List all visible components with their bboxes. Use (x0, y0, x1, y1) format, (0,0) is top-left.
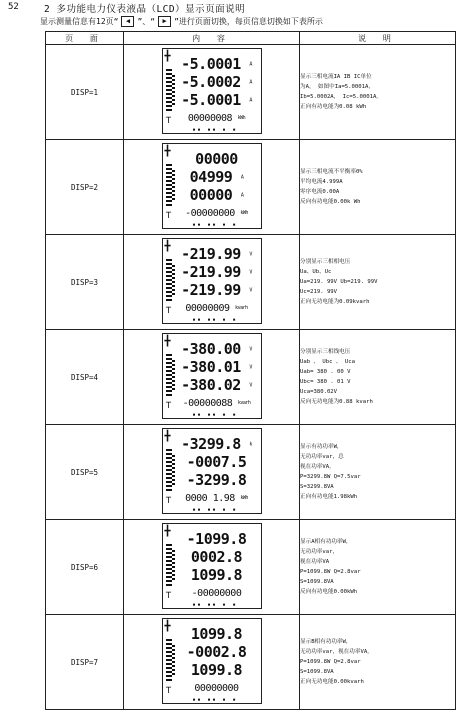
power-direction-icon: ╋ (164, 241, 171, 252)
lcd-page-table (45, 31, 456, 710)
lcd-energy-unit: kWh (240, 495, 248, 501)
lcd-line-2 (177, 548, 257, 566)
lcd-unit-1: A (249, 61, 252, 68)
lcd-cell (124, 615, 300, 710)
lcd-energy-line (177, 398, 257, 409)
t-icon: ⊤ (165, 495, 172, 506)
power-direction-icon: ╋ (164, 336, 171, 347)
page-label: DISP=6 (46, 520, 124, 615)
lcd-value-1: -1099.8 (186, 530, 247, 548)
lcd-value-3: 1099.8 (190, 661, 243, 679)
description-line: 显示B相有功功率W， (300, 639, 352, 645)
description-line: Uc=219. 99V (300, 289, 338, 295)
t-icon: ⊤ (165, 400, 172, 411)
lcd-value-2: 04999 (189, 168, 233, 186)
description-line: 反向有功电能0.00kWh (300, 589, 358, 595)
description-cell (300, 425, 456, 520)
lcd-value-1: 00000 (195, 150, 238, 168)
description-line: Ua=219. 99V Ub=219. 99V (300, 279, 378, 285)
lcd-unit-1: k (249, 441, 252, 448)
description-line: 零序电流0.00A (300, 189, 340, 195)
description-line: Ua、Ub、Uc (300, 269, 332, 275)
description-line: 正向有功电能1.98kWh (300, 494, 358, 500)
lcd-energy-value: 00000000 (194, 683, 239, 694)
description-cell (300, 520, 456, 615)
description-line: 显示有功功率W， (300, 444, 343, 450)
lcd-energy-unit: kvarh (235, 305, 248, 311)
description-line: Uab= 380 . 00 V (300, 369, 351, 375)
status-dots: ▪▪ ▪▪ ▪ ▪ (192, 507, 238, 513)
description-line: 视在功率VA (300, 559, 330, 565)
lcd-cell (124, 45, 300, 140)
lcd-energy-line (177, 113, 257, 124)
lcd-unit-2: V (249, 269, 252, 276)
description-line: 反向有功电能0.00k Wh (300, 199, 361, 205)
status-dots: ▪▪ ▪▪ ▪ ▪ (192, 412, 238, 418)
lcd-unit-2: A (240, 174, 244, 181)
description-line: 正向无功电能0.00kvarh (300, 679, 364, 685)
description-line: P=3299.8W Q=7.5var (300, 474, 361, 480)
description-line: S=1099.8VA (300, 669, 334, 675)
lcd-value-3: -219.99 (181, 281, 241, 299)
lcd-line-2 (177, 453, 257, 471)
description-cell (300, 45, 456, 140)
lcd-line-1 (177, 245, 257, 263)
table-row (46, 330, 456, 425)
description-line: 反向无功电能为0.88 kvarh (300, 399, 373, 405)
power-direction-icon: ╋ (164, 621, 171, 632)
lcd-line-3 (177, 186, 257, 204)
power-direction-icon: ╋ (164, 431, 171, 442)
subtitle-post: ”进行页面切换，每页信息切换如下表所示 (174, 17, 323, 26)
lcd-cell (124, 330, 300, 425)
description-line: 视在功率VA。 (300, 464, 335, 470)
description-line: P=1099.8W Q=2.8var (300, 659, 361, 665)
lcd-value-1: -219.99 (181, 245, 241, 263)
header-content: 内 容 (124, 32, 300, 45)
lcd-energy-unit: kvarh (237, 400, 251, 406)
subtitle (40, 16, 323, 27)
lcd-cell (124, 140, 300, 235)
description-line: 显示三相电流IA IB IC单位 (300, 74, 372, 80)
section-title: 2 多功能电力仪表液晶（LCD）显示页面说明 (44, 4, 246, 15)
lcd-energy-line (177, 588, 257, 599)
lcd-value-1: -380.00 (181, 340, 241, 358)
lcd-value-2: -0007.5 (186, 453, 247, 471)
lcd-unit-1: V (249, 346, 252, 353)
status-dots: ▪▪ ▪▪ ▪ ▪ (192, 127, 238, 133)
page-label: DISP=4 (46, 330, 124, 425)
lcd-line-3 (177, 566, 257, 584)
page-label: DISP=3 (46, 235, 124, 330)
lcd-energy-value: -00000000 (191, 588, 242, 599)
lcd-screen (162, 238, 262, 324)
lcd-energy-unit: kWh (237, 115, 246, 121)
lcd-line-2 (177, 168, 257, 186)
lcd-unit-3: V (249, 287, 252, 294)
lcd-energy-line (177, 208, 257, 219)
lcd-value-1: -5.0001 (181, 55, 241, 73)
bar-graph-icon (172, 645, 175, 675)
lcd-value-2: -0002.8 (186, 643, 247, 661)
lcd-cell (124, 425, 300, 520)
t-icon: ⊤ (165, 685, 172, 696)
lcd-energy-value: 00000008 (187, 113, 233, 124)
header-page: 页 面 (46, 32, 124, 45)
lcd-value-2: -5.0002 (181, 73, 241, 91)
lcd-energy-line (177, 303, 257, 314)
page-label: DISP=2 (46, 140, 124, 235)
lcd-screen (162, 618, 262, 704)
t-icon: ⊤ (165, 210, 172, 221)
description-cell (300, 330, 456, 425)
table-header-row (46, 32, 456, 45)
table-row (46, 45, 456, 140)
lcd-line-3 (177, 661, 257, 679)
right-key-icon: ▶ (158, 16, 171, 27)
lcd-unit-3: A (240, 192, 244, 199)
lcd-energy-line (177, 493, 257, 504)
lcd-line-3 (177, 376, 257, 394)
lcd-value-3: -3299.8 (186, 471, 247, 489)
lcd-line-3 (177, 471, 257, 489)
description-line: 正向有功电能为0.08 kWh (300, 104, 367, 110)
description-line: 显示A相有功功率W， (300, 539, 352, 545)
page-label: DISP=7 (46, 615, 124, 710)
description-cell (300, 615, 456, 710)
description-line: P=1099.8W Q=2.8var (300, 569, 361, 575)
subtitle-mid: ”、“ (137, 17, 156, 26)
lcd-screen (162, 143, 262, 229)
lcd-value-1: 1099.8 (190, 625, 243, 643)
lcd-value-2: -380.01 (181, 358, 241, 376)
description-line: Ib=5.0002A， Ic=5.0001A。 (300, 94, 382, 100)
description-line: 为A， 如图中Ia=5.0001A， (300, 84, 374, 90)
table-row (46, 425, 456, 520)
lcd-energy-unit: kWh (240, 210, 248, 216)
lcd-value-1: -3299.8 (181, 435, 241, 453)
lcd-unit-2: A (249, 79, 252, 86)
bar-graph-icon (172, 550, 175, 580)
lcd-line-1 (177, 55, 257, 73)
lcd-screen (162, 428, 262, 514)
lcd-energy-value: 0000 1.98 (185, 493, 235, 504)
bar-graph-icon (172, 360, 175, 390)
power-direction-icon: ╋ (164, 51, 171, 62)
description-cell (300, 235, 456, 330)
lcd-line-1 (177, 150, 257, 168)
lcd-unit-3: V (249, 382, 252, 389)
bar-graph-icon (172, 265, 175, 295)
bar-graph-icon (172, 75, 175, 105)
lcd-line-1 (177, 625, 257, 643)
description-line: Uca=380.02V (300, 389, 338, 395)
lcd-screen (162, 523, 262, 609)
lcd-unit-1: V (249, 251, 252, 258)
description-line: S=1099.8VA (300, 579, 334, 585)
lcd-value-3: -380.02 (181, 376, 241, 394)
page-number: 52 (8, 2, 19, 12)
lcd-line-3 (177, 281, 257, 299)
lcd-line-1 (177, 340, 257, 358)
description-line: 平均电流4.999A (300, 179, 343, 185)
lcd-energy-value: 00000009 (185, 303, 230, 314)
lcd-energy-line (177, 683, 257, 694)
description-line: S=3299.8VA (300, 484, 334, 490)
description-line: 正向无功电能为0.09kvarh (300, 299, 370, 305)
lcd-line-1 (177, 435, 257, 453)
description-line: 无功功率var， (300, 549, 339, 555)
power-direction-icon: ╋ (164, 146, 171, 157)
lcd-line-2 (177, 263, 257, 281)
lcd-cell (124, 235, 300, 330)
lcd-screen (162, 48, 262, 134)
lcd-energy-value: -00000000 (185, 208, 235, 219)
description-line: 显示三相电流不平衡率0% (300, 169, 363, 175)
description-line: 分别显示三相相电压 (300, 259, 351, 265)
lcd-unit-3: A (249, 97, 252, 104)
table-row (46, 520, 456, 615)
description-line: 无功功率var，视在功率VA， (300, 649, 373, 655)
t-icon: ⊤ (165, 590, 172, 601)
bar-graph-icon (172, 455, 175, 485)
lcd-value-3: -5.0001 (181, 91, 241, 109)
lcd-line-2 (177, 73, 257, 91)
table-row (46, 235, 456, 330)
table-row (46, 140, 456, 235)
lcd-line-1 (177, 530, 257, 548)
lcd-line-2 (177, 643, 257, 661)
lcd-line-3 (177, 91, 257, 109)
lcd-value-3: 1099.8 (190, 566, 243, 584)
lcd-cell (124, 520, 300, 615)
lcd-value-3: 00000 (189, 186, 233, 204)
t-icon: ⊤ (165, 115, 172, 126)
page-label: DISP=1 (46, 45, 124, 140)
lcd-value-2: 0002.8 (190, 548, 243, 566)
status-dots: ▪▪ ▪▪ ▪ ▪ (192, 317, 238, 323)
header-description: 说 明 (300, 32, 456, 45)
status-dots: ▪▪ ▪▪ ▪ ▪ (192, 222, 238, 228)
left-key-icon: ◀ (121, 16, 134, 27)
bar-graph-icon (172, 170, 175, 200)
lcd-line-2 (177, 358, 257, 376)
table-row (46, 615, 456, 710)
description-line: 无功功率var，总 (300, 454, 344, 460)
lcd-screen (162, 333, 262, 419)
description-cell (300, 140, 456, 235)
description-line: 分别显示三相线电压 (300, 349, 351, 355)
t-icon: ⊤ (165, 305, 172, 316)
power-direction-icon: ╋ (164, 526, 171, 537)
page-label: DISP=5 (46, 425, 124, 520)
subtitle-pre: 显示测量信息有12页“ (40, 17, 119, 26)
description-line: Ubc= 380 . 01 V (300, 379, 351, 385)
lcd-value-2: -219.99 (181, 263, 241, 281)
status-dots: ▪▪ ▪▪ ▪ ▪ (192, 697, 238, 703)
lcd-unit-2: V (249, 364, 252, 371)
description-line: Uab 、 Ubc 、 Uca (300, 359, 355, 365)
lcd-energy-value: -00000088 (182, 398, 233, 409)
status-dots: ▪▪ ▪▪ ▪ ▪ (192, 602, 238, 608)
